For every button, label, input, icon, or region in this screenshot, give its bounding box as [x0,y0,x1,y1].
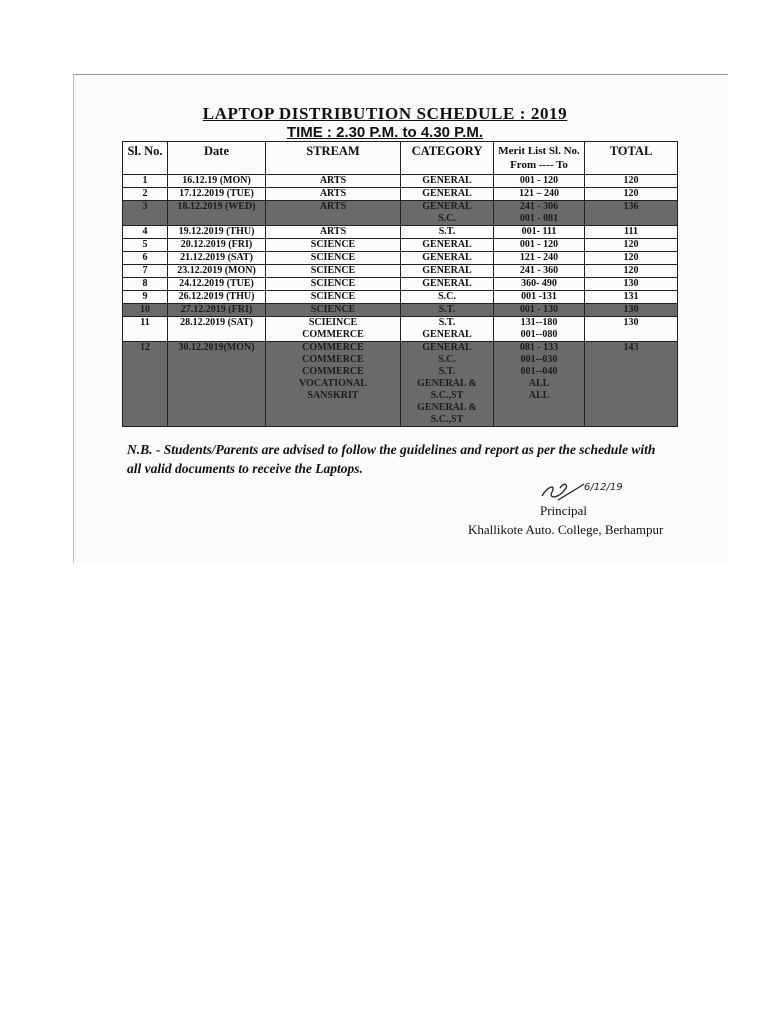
cell-date: 21.12.2019 (SAT) [168,252,266,265]
table-row [123,291,678,304]
cell-category [401,304,494,317]
cell-sl-no: 1 [123,175,168,188]
cell-category [401,265,494,278]
cell-stream-line: VOCATIONAL [299,378,367,389]
header-total: TOTAL [585,142,678,175]
cell-date: 23.12.2019 (MON) [168,265,266,278]
cell-category-line: S.T. [438,366,456,377]
table-row [123,342,678,427]
cell-merit-line: 360- 490 [521,278,557,289]
cell-stream-line: COMMERCE [302,342,364,353]
cell-category [401,317,494,342]
cell-sl-no: 8 [123,278,168,291]
cell-stream-line: ARTS [319,175,347,186]
cell-merit-line: 001--030 [520,354,558,365]
cell-stream-line: SCIENCE [310,291,356,302]
cell-merit-line: ALL [528,390,550,401]
cell-category [401,342,494,427]
cell-sl-no: 7 [123,265,168,278]
cell-category-line: S.C. [438,354,456,365]
cell-sl-no: 9 [123,291,168,304]
cell-category-line: GENERAL [422,278,472,289]
cell-stream [266,304,401,317]
cell-stream-line: ARTS [319,226,347,237]
cell-category-line: S.C. [438,213,456,224]
cell-merit [494,265,585,278]
cell-category [401,201,494,226]
table-row [123,175,678,188]
cell-category-line: GENERAL [422,175,472,186]
cell-merit [494,317,585,342]
cell-stream [266,201,401,226]
signature-designation: Principal [540,503,587,518]
table-row [123,304,678,317]
handwritten-signature [538,474,638,506]
cell-stream [266,317,401,342]
cell-category-line: GENERAL [422,329,472,340]
cell-merit [494,188,585,201]
cell-stream-line: SCIEINCE [308,317,358,328]
cell-total: 131 [585,291,678,304]
cell-sl-no: 2 [123,188,168,201]
table-row [123,265,678,278]
cell-stream-line: SCIENCE [310,278,356,289]
cell-merit-line: 001--080 [520,329,558,340]
cell-merit-line: 001- 111 [521,226,557,237]
cell-category [401,291,494,304]
header-merit-line1: Merit List Sl. No. [498,145,580,157]
cell-category-line: GENERAL [422,252,472,263]
cell-stream [266,175,401,188]
cell-category [401,188,494,201]
cell-sl-no: 3 [123,201,168,226]
cell-date: 19.12.2019 (THU) [168,226,266,239]
cell-total: 120 [585,252,678,265]
cell-total: 111 [585,226,678,239]
signature-date: 6/12/19 [584,482,623,493]
cell-date: 24.12.2019 (TUE) [168,278,266,291]
cell-merit [494,201,585,226]
cell-category-line: GENERAL [422,239,472,250]
cell-merit [494,226,585,239]
cell-total: 130 [585,278,678,291]
cell-date: 17.12.2019 (TUE) [168,188,266,201]
cell-category-line: GENERAL & S.C.,ST [417,402,477,425]
cell-merit-line: 001 - 130 [519,304,559,315]
cell-stream-line: SCIENCE [310,304,356,315]
cell-sl-no: 5 [123,239,168,252]
table-header-row [123,142,678,175]
cell-merit-line: 001--040 [520,366,558,377]
cell-merit-line: 001 - 081 [519,213,559,224]
cell-merit [494,278,585,291]
cell-merit-line: 121 - 240 [519,252,559,263]
cell-stream-line: ARTS [319,201,347,212]
cell-merit [494,175,585,188]
cell-stream [266,188,401,201]
header-sl-no: Sl. No. [123,142,168,175]
cell-date: 30.12.2019(MON) [168,342,266,427]
cell-sl-no: 10 [123,304,168,317]
cell-sl-no: 12 [123,342,168,427]
table-row [123,239,678,252]
cell-stream [266,252,401,265]
table-row [123,201,678,226]
cell-category [401,252,494,265]
cell-total: 136 [585,201,678,226]
cell-merit-line: 001 - 120 [519,175,559,186]
document-title: LAPTOP DISTRIBUTION SCHEDULE : 2019 [202,104,568,123]
table-row [123,252,678,265]
cell-date: 18.12.2019 (WED) [168,201,266,226]
schedule-table [122,141,678,427]
cell-stream [266,265,401,278]
cell-stream-line: ARTS [319,188,347,199]
signature-institution: Khallikote Auto. College, Berhampur [468,522,664,537]
cell-total: 120 [585,265,678,278]
cell-category-line: S.T. [438,317,456,328]
header-stream: STREAM [266,142,401,175]
cell-total: 143 [585,342,678,427]
cell-category-line: GENERAL [422,201,472,212]
cell-merit [494,252,585,265]
cell-total: 130 [585,304,678,317]
cell-merit-line: 241 - 360 [519,265,559,276]
cell-merit-line: 241 - 306 [519,201,559,212]
note-text: N.B. - Students/Parents are advised to follow the guidelines and report as per the schedule with all valid documents to receive the Laptops. [127,442,656,476]
cell-category-line: S.T. [438,304,456,315]
cell-merit-line: ALL [528,378,550,389]
table-row [123,317,678,342]
cell-category [401,226,494,239]
cell-stream [266,226,401,239]
cell-stream-line: SCIENCE [310,239,356,250]
cell-total: 120 [585,175,678,188]
cell-merit-line: 081 - 133 [519,342,559,353]
schedule-body [123,175,678,427]
cell-merit [494,239,585,252]
cell-merit-line: 121 – 240 [519,188,559,199]
cell-category-line: GENERAL & S.C.,ST [417,378,477,401]
cell-merit [494,291,585,304]
cell-stream [266,239,401,252]
cell-category [401,239,494,252]
cell-total: 120 [585,188,678,201]
cell-merit-line: 001 -131 [521,291,557,302]
cell-category-line: GENERAL [422,342,472,353]
cell-sl-no: 4 [123,226,168,239]
cell-stream [266,342,401,427]
cell-merit-line: 131--180 [520,317,558,328]
cell-merit-line: 001 - 120 [519,239,559,250]
header-merit-list [494,142,585,175]
cell-merit [494,304,585,317]
cell-category-line: S.C. [438,291,456,302]
header-merit-line2: From ---- To [510,159,568,171]
cell-category [401,278,494,291]
cell-category [401,175,494,188]
cell-stream-line: COMMERCE [302,354,364,365]
header-category: CATEGORY [401,142,494,175]
cell-date: 28.12.2019 (SAT) [168,317,266,342]
cell-category-line: GENERAL [422,265,472,276]
cell-date: 27.12.2019 (FRI) [168,304,266,317]
header-date: Date [168,142,266,175]
table-row [123,278,678,291]
cell-sl-no: 6 [123,252,168,265]
cell-stream [266,278,401,291]
cell-category-line: S.T. [438,226,456,237]
cell-stream [266,291,401,304]
cell-category-line: GENERAL [422,188,472,199]
cell-sl-no: 11 [123,317,168,342]
cell-stream-line: SCIENCE [310,265,356,276]
cell-date: 20.12.2019 (FRI) [168,239,266,252]
cell-date: 16.12.19 (MON) [168,175,266,188]
cell-stream-line: SANSKRIT [307,390,359,401]
cell-stream-line: COMMERCE [302,329,364,340]
document-time: TIME : 2.30 P.M. to 4.30 P.M. [286,124,484,141]
table-row [123,188,678,201]
cell-merit [494,342,585,427]
cell-stream-line: COMMERCE [302,366,364,377]
table-row [123,226,678,239]
cell-total: 120 [585,239,678,252]
cell-stream-line: SCIENCE [310,252,356,263]
cell-total: 130 [585,317,678,342]
cell-date: 26.12.2019 (THU) [168,291,266,304]
